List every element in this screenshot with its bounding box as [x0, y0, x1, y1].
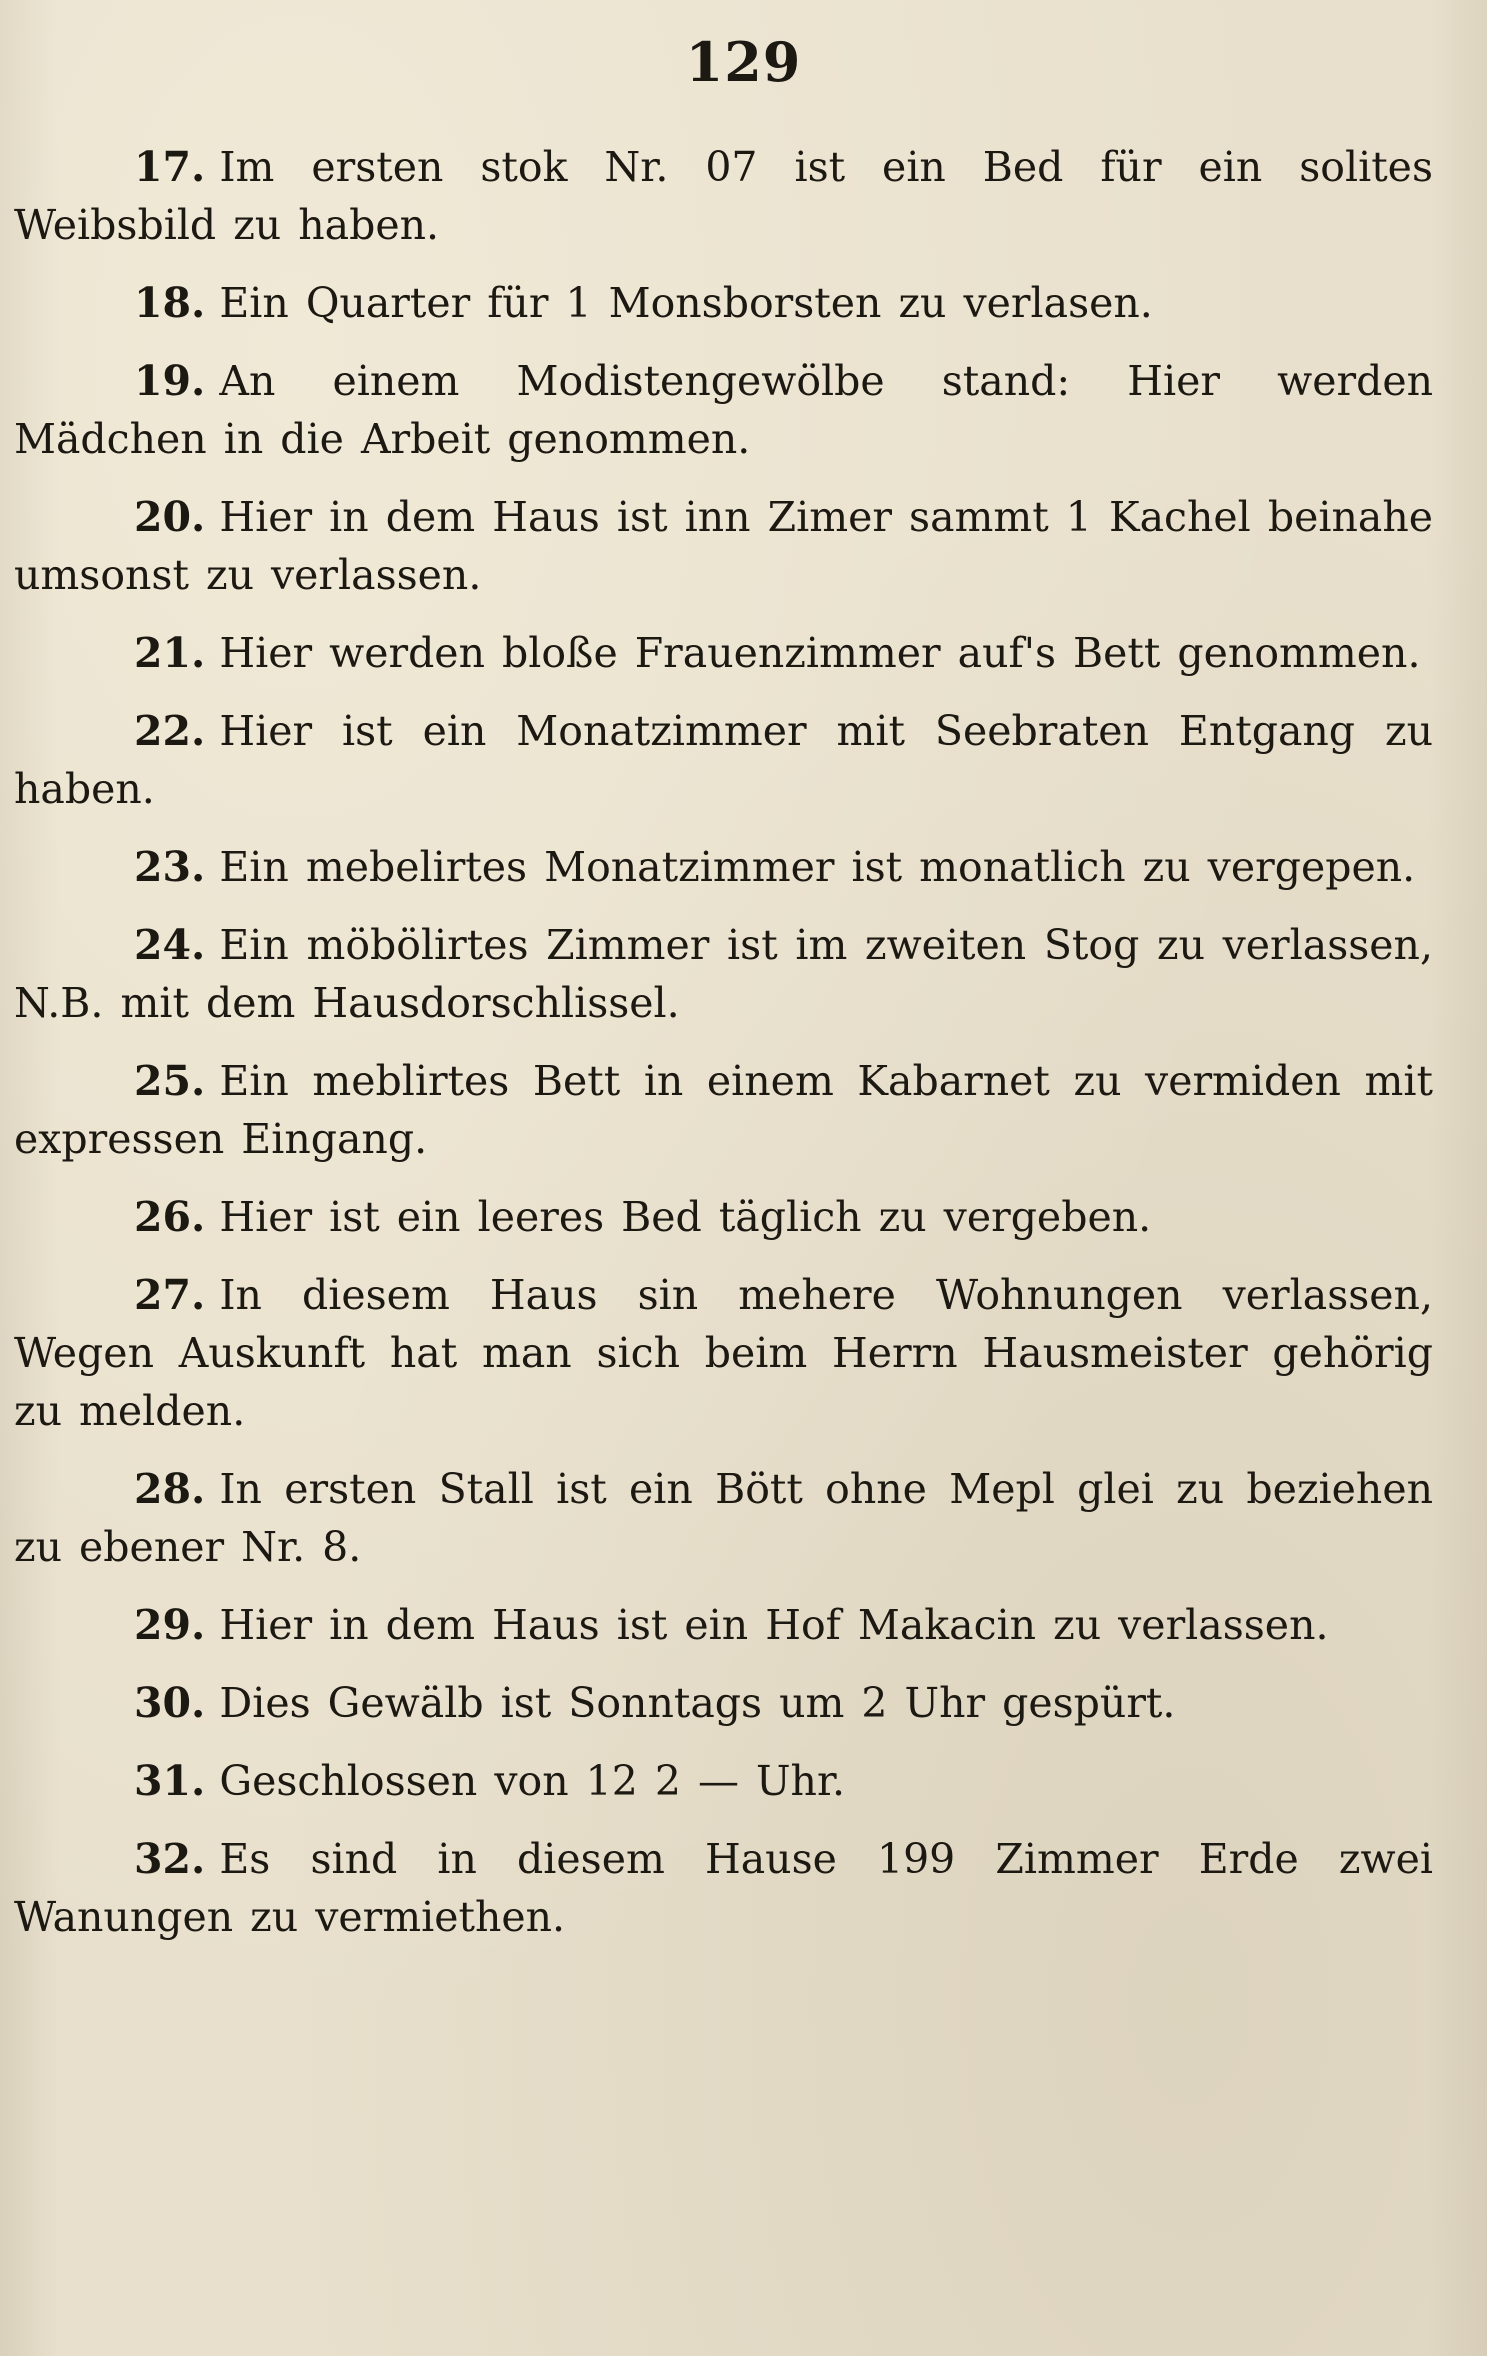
entry-number: 25. — [134, 1057, 206, 1105]
list-item — [14, 352, 1433, 468]
entry-number: 23. — [134, 843, 206, 891]
entry-text: Geschlossen von 12 2 — Uhr. — [219, 1757, 846, 1805]
list-item — [14, 1596, 1433, 1654]
list-item — [14, 1460, 1433, 1576]
entry-number: 20. — [134, 493, 206, 541]
list-item — [14, 916, 1433, 1032]
list-item — [14, 1052, 1433, 1168]
entry-number: 17. — [134, 143, 206, 191]
entry-number: 29. — [134, 1601, 206, 1649]
entry-text: Hier ist ein Monatzimmer mit Seebraten Entgang zu haben. — [14, 707, 1433, 813]
list-item — [14, 1188, 1433, 1246]
entry-number: 18. — [134, 279, 206, 327]
entry-text: Im ersten stok Nr. 07 ist ein Bed für ein solites Weibsbild zu haben. — [14, 143, 1433, 249]
entry-text: Hier in dem Haus ist ein Hof Makacin zu verlassen. — [219, 1601, 1329, 1649]
entry-text: Hier in dem Haus ist inn Zimer sammt 1 Kachel beinahe umsonst zu verlassen. — [14, 493, 1433, 599]
entry-number: 30. — [134, 1679, 206, 1727]
list-item — [14, 838, 1433, 896]
list-item — [14, 1674, 1433, 1732]
list-item — [14, 1830, 1433, 1946]
list-item — [14, 1752, 1433, 1810]
list-item — [14, 488, 1433, 604]
entry-text: Hier ist ein leeres Bed täglich zu vergeben. — [219, 1193, 1152, 1241]
list-item — [14, 138, 1433, 254]
entry-text: Ein möbölirtes Zimmer ist im zweiten Stog zu verlassen, N.B. mit dem Hausdorschlissel. — [14, 921, 1433, 1027]
list-item — [14, 1266, 1433, 1440]
entry-text: Es sind in diesem Hause 199 Zimmer Erde zwei Wanungen zu vermiethen. — [14, 1835, 1433, 1941]
entry-text: Ein meblirtes Bett in einem Kabarnet zu vermiden mit expressen Eingang. — [14, 1057, 1433, 1163]
list-item — [14, 702, 1433, 818]
entry-number: 31. — [134, 1757, 206, 1805]
entry-number: 28. — [134, 1465, 206, 1513]
page-number: 129 — [685, 30, 802, 94]
entry-number: 26. — [134, 1193, 206, 1241]
entry-text: In diesem Haus sin mehere Wohnungen verlassen, Wegen Auskunft hat man sich beim Herrn Hausmeister gehörig zu melden. — [14, 1271, 1433, 1435]
entry-number: 24. — [134, 921, 206, 969]
list-item — [14, 624, 1433, 682]
entry-number: 27. — [134, 1271, 206, 1319]
list-item — [14, 274, 1433, 332]
entry-text: An einem Modistengewölbe stand: Hier werden Mädchen in die Arbeit genommen. — [14, 357, 1433, 463]
entry-text: Ein Quarter für 1 Monsborsten zu verlasen. — [219, 279, 1153, 327]
entry-number: 21. — [134, 629, 206, 677]
entry-list — [14, 138, 1433, 1946]
entry-number: 22. — [134, 707, 206, 755]
entry-text: Dies Gewälb ist Sonntags um 2 Uhr gespürt. — [219, 1679, 1176, 1727]
entry-number: 32. — [134, 1835, 206, 1883]
entry-text: In ersten Stall ist ein Bött ohne Mepl glei zu beziehen zu ebener Nr. 8. — [14, 1465, 1433, 1571]
entry-text: Ein mebelirtes Monatzimmer ist monatlich zu vergepen. — [219, 843, 1416, 891]
entry-number: 19. — [134, 357, 206, 405]
entry-text: Hier werden bloße Frauenzimmer auf's Bett genommen. — [219, 629, 1421, 677]
